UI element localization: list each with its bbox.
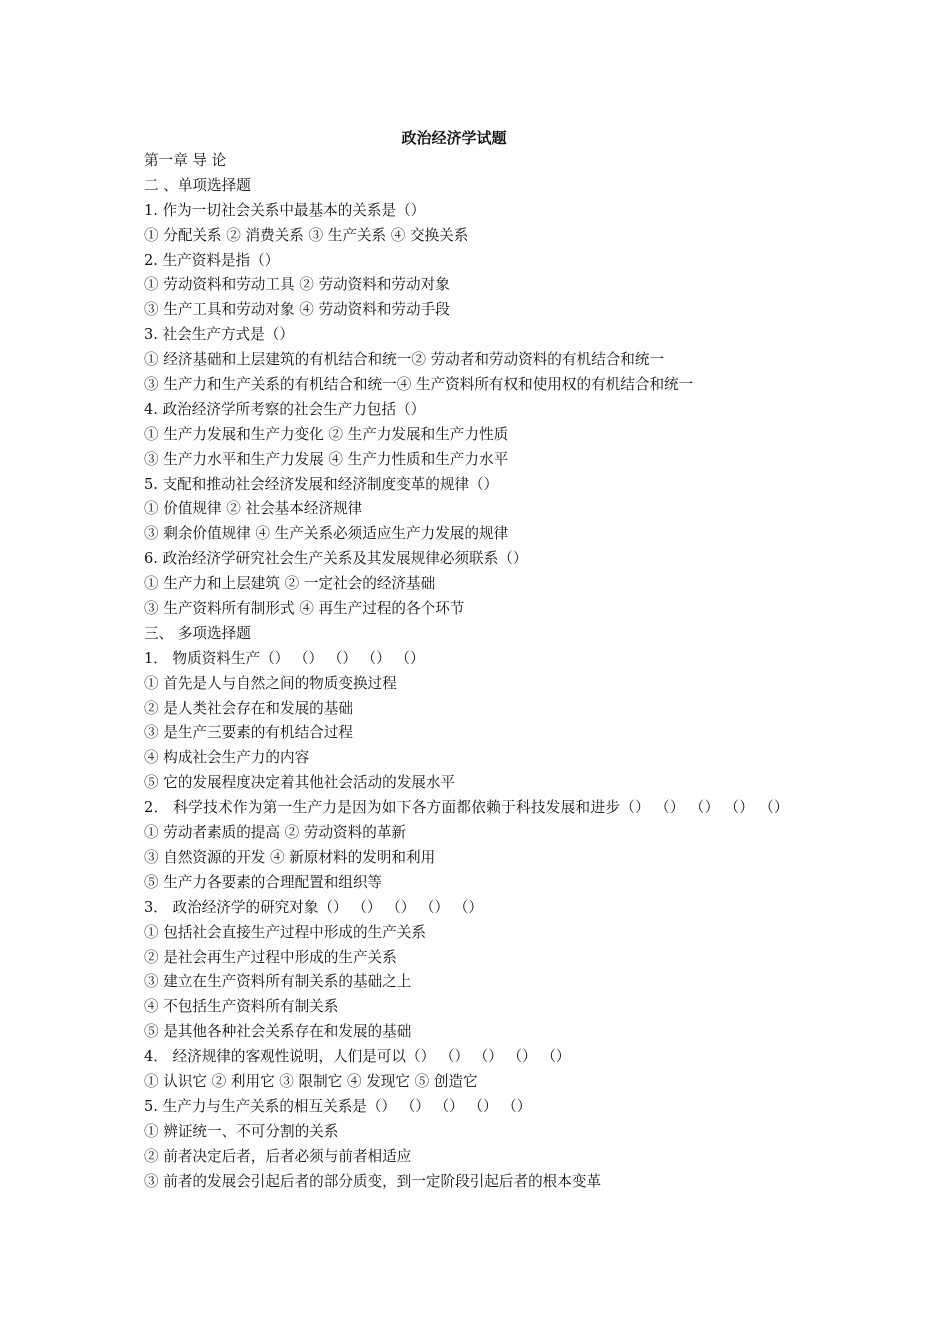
document-line: 三、 多项选择题 xyxy=(144,624,251,642)
document-body xyxy=(144,149,814,1194)
document-line: ③ 剩余价值规律 ④ 生产关系必须适应生产力发展的规律 xyxy=(144,525,509,543)
document-line: 1． 物质资料生产（） （） （） （） （） xyxy=(144,649,425,667)
document-title: 政治经济学试题 xyxy=(401,129,507,147)
document-line: 4． 经济规律的客观性说明，人们是可以（） （） （） （） （） xyxy=(144,1048,571,1066)
document-line: 5. 支配和推动社会经济发展和经济制度变革的规律（） xyxy=(144,475,499,493)
document-line: ③ 自然资源的开发 ④ 新原材料的发明和利用 xyxy=(144,848,436,866)
document-line: ⑤ 是其他各种社会关系存在和发展的基础 xyxy=(144,1023,412,1041)
document-line: ③ 生产工具和劳动对象 ④ 劳动资料和劳动手段 xyxy=(144,301,450,319)
document-line: ④ 构成社会生产力的内容 xyxy=(144,749,310,767)
document-line: ① 首先是人与自然之间的物质变换过程 xyxy=(144,674,397,692)
document-line: 2. 生产资料是指（） xyxy=(144,251,280,269)
document-line: ② 是人类社会存在和发展的基础 xyxy=(144,699,353,717)
document-line: ③ 生产力水平和生产力发展 ④ 生产力性质和生产力水平 xyxy=(144,450,509,468)
document-line: 4. 政治经济学所考察的社会生产力包括（） xyxy=(144,400,426,418)
document-line: ④ 不包括生产资料所有制关系 xyxy=(144,998,339,1016)
document-line: ① 分配关系 ② 消费关系 ③ 生产关系 ④ 交换关系 xyxy=(144,226,469,244)
document-line: ① 认识它 ② 利用它 ③ 限制它 ④ 发现它 ⑤ 创造它 xyxy=(144,1072,478,1090)
document-line: ⑤ 它的发展程度决定着其他社会活动的发展水平 xyxy=(144,774,456,792)
document-line: 3. 社会生产方式是（） xyxy=(144,326,294,344)
document-line: 5. 生产力与生产关系的相互关系是（） （） （） （） （） xyxy=(144,1097,532,1115)
document-line: ① 价值规律 ② 社会基本经济规律 xyxy=(144,500,363,518)
document-line: ⑤ 生产力各要素的合理配置和组织等 xyxy=(144,873,383,891)
document-line: 3． 政治经济学的研究对象（） （） （） （） （） xyxy=(144,898,483,916)
document-line: ② 前者决定后者，后者必须与前者相适应 xyxy=(144,1147,412,1165)
document-line: ③ 生产力和生产关系的有机结合和统一④ 生产资料所有权和使用权的有机结合和统一 xyxy=(144,376,694,394)
document-line: 二 、单项选择题 xyxy=(144,176,251,194)
document-line: ① 劳动资料和劳动工具 ② 劳动资料和劳动对象 xyxy=(144,276,450,294)
document-line: ① 经济基础和上层建筑的有机结合和统一② 劳动者和劳动资料的有机结合和统一 xyxy=(144,351,665,369)
document-line: 1. 作为一切社会关系中最基本的关系是（） xyxy=(144,201,426,219)
document-line: ① 包括社会直接生产过程中形成的生产关系 xyxy=(144,923,426,941)
document-line: ③ 是生产三要素的有机结合过程 xyxy=(144,724,353,742)
document-line: ① 辨证统一、不可分割的关系 xyxy=(144,1122,339,1140)
document-line: ① 劳动者素质的提高 ② 劳动资料的革新 xyxy=(144,824,407,842)
document-line: 第一章 导 论 xyxy=(144,152,227,169)
document-line: ③ 前者的发展会引起后者的部分质变，到一定阶段引起后者的根本变革 xyxy=(144,1172,602,1190)
document-line: 6. 政治经济学研究社会生产关系及其发展规律必须联系（） xyxy=(144,550,528,568)
document-line: ③ 建立在生产资料所有制关系的基础之上 xyxy=(144,973,412,991)
document-line: ① 生产力发展和生产力变化 ② 生产力发展和生产力性质 xyxy=(144,425,509,443)
document-line: ① 生产力和上层建筑 ② 一定社会的经济基础 xyxy=(144,575,436,593)
document-line: ③ 生产资料所有制形式 ④ 再生产过程的各个环节 xyxy=(144,600,465,618)
document-line: ② 是社会再生产过程中形成的生产关系 xyxy=(144,948,397,966)
document-line: 2． 科学技术作为第一生产力是因为如下各方面都依赖于科技发展和进步（） （） （） （） （） xyxy=(144,799,789,817)
